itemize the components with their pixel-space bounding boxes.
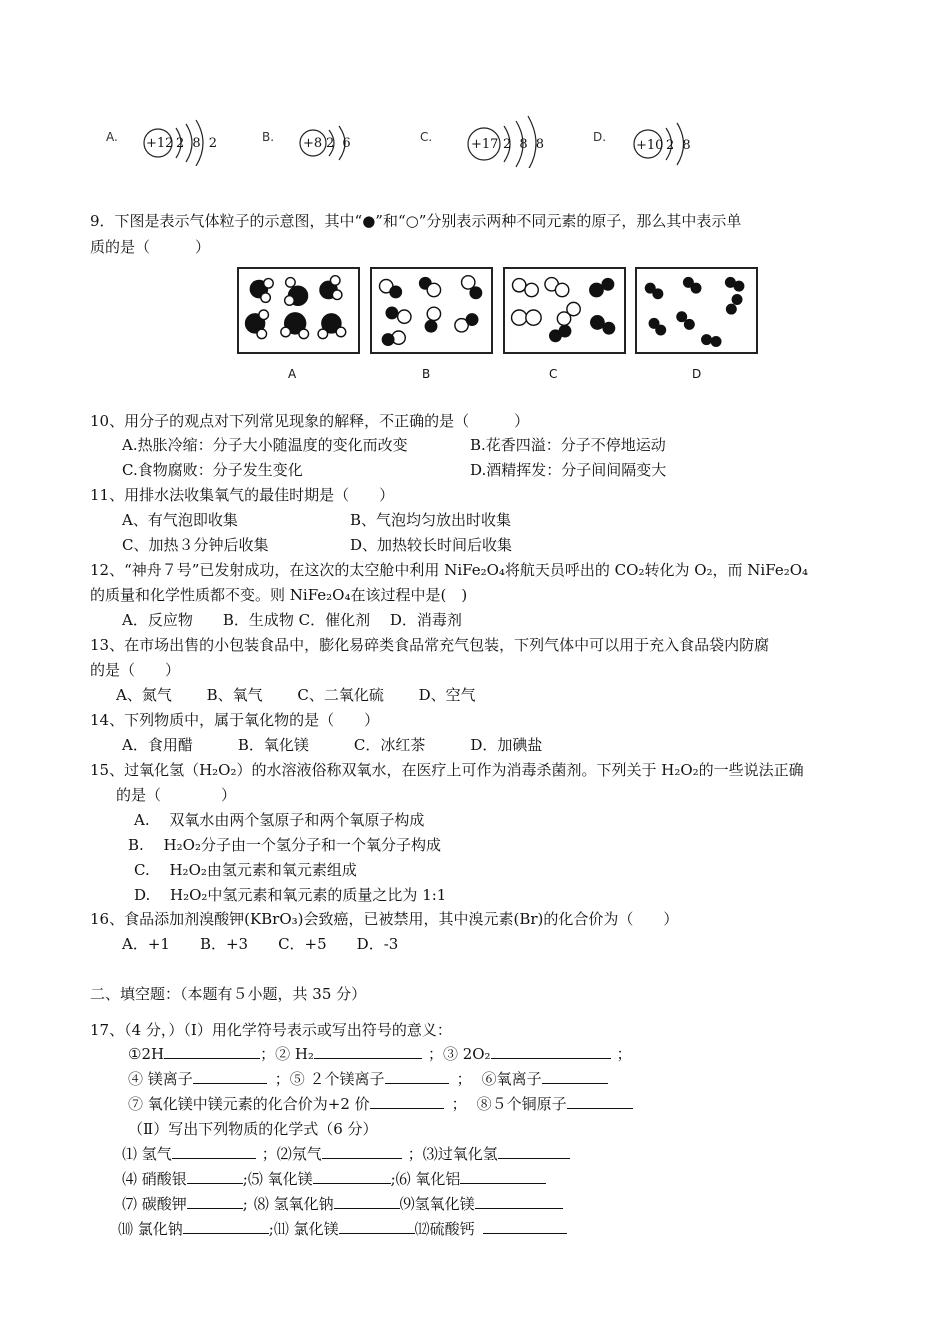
q9-stem-line2: 质的是（ ） (90, 238, 211, 256)
q17-item-6: ⑥氧离子 (481, 1070, 542, 1088)
q17-item-7: ⑦ 氧化镁中镁元素的化合价为+2 价 (128, 1095, 370, 1113)
particle-box-d (635, 267, 758, 354)
answer-blank[interactable] (172, 1144, 256, 1159)
q11-option-d: D、加热较长时间后收集 (350, 536, 513, 554)
q17-item-1: ①2H (128, 1045, 165, 1063)
answer-blank[interactable] (483, 1219, 567, 1234)
q13-stem-line2: 的是（ ） (90, 661, 181, 679)
q10-option-c: C.食物腐败：分子发生变化 (122, 461, 303, 479)
q12-stem-line1: 12、“神舟７号”已发射成功，在这次的太空舱中利用 NiFe₂O₄将航天员呼出的 CO₂转化为 O₂，而 NiFe₂O₄ (90, 561, 809, 579)
option-letter: C. (420, 130, 433, 144)
answer-blank[interactable] (313, 1169, 391, 1184)
answer-blank[interactable] (314, 1044, 422, 1059)
q16-options: A．+1 B．+3 C．+5 D．-3 (122, 935, 399, 953)
q17-formula-row-1 (122, 1143, 570, 1164)
diagram-label-b: B (422, 367, 431, 381)
formula-item: ;⑸ 氧化镁 (242, 1170, 313, 1188)
formula-item: ⑷ 硝酸银 (122, 1170, 187, 1188)
q12-options: A．反应物 B．生成物 C．催化剂 D．消毒剂 (122, 611, 462, 629)
q10-option-a: A.热胀冷缩：分子大小随温度的变化而改变 (122, 436, 408, 454)
q17-formula-row-2 (122, 1168, 546, 1189)
answer-blank[interactable] (164, 1044, 260, 1059)
q15-stem-line1: 15、过氧化氢（H₂O₂）的水溶液俗称双氧水，在医疗上可作为消毒杀菌剂。下列关于 H₂O₂的一些说法正确 (90, 761, 804, 779)
q14-options: A．食用醋 B．氧化镁 C．冰红茶 D．加碘盐 (122, 736, 543, 754)
q11-stem: 11、用排水法收集氧气的最佳时期是（ ） (90, 486, 395, 504)
electron-shells: 2 6 (326, 136, 353, 151)
q16-stem: 16、食品添加剂溴酸钾(KBrO₃)会致癌，已被禁用，其中溴元素(Br)的化合价为（ ） (90, 910, 679, 928)
option-letter: D. (593, 130, 607, 144)
formula-item: ⑽ 氯化钠 (118, 1220, 183, 1238)
q15-option-c: C. H₂O₂由氢元素和氧元素组成 (134, 861, 357, 879)
answer-blank[interactable] (334, 1194, 400, 1209)
q17-row-2 (128, 1068, 608, 1089)
q11-option-c: C、加热３分钟后收集 (122, 536, 269, 554)
electron-shells: 2 8 2 (176, 136, 220, 151)
answer-blank[interactable] (460, 1169, 546, 1184)
q17-sep: ； (451, 1095, 467, 1113)
formula-item: ；⑵氖气 (261, 1145, 322, 1163)
particle-box-b (370, 267, 493, 354)
answer-blank[interactable] (187, 1169, 243, 1184)
q15-stem-line2: 的是（ ） (116, 786, 237, 804)
q17-part2-heading: （Ⅱ）写出下列物质的化学式（6 分） (128, 1120, 378, 1138)
q17-stem: 17、（4 分，）（Ⅰ）用化学符号表示或写出符号的意义： (90, 1021, 452, 1039)
answer-blank[interactable] (491, 1044, 611, 1059)
q15-option-b: B. H₂O₂分子由一个氢分子和一个氧分子构成 (128, 836, 441, 854)
q17-sep: ； (456, 1070, 472, 1088)
particle-box-a (237, 267, 360, 354)
formula-item: ⑻ 氢氧化钠 (253, 1195, 334, 1213)
electron-shells: 2 8 (666, 138, 693, 153)
particle-box-c (503, 267, 626, 354)
formula-item: ⑴ 氢气 (122, 1145, 172, 1163)
q10-option-d: D.酒精挥发：分子间间隔变大 (470, 461, 667, 479)
q17-item-5: ；⑤ ２个镁离子 (274, 1070, 385, 1088)
diagram-label-a: A (288, 367, 297, 381)
q13-options: A、氮气 B、氧气 C、二氧化硫 D、空气 (116, 686, 476, 704)
q17-row-3 (128, 1093, 633, 1114)
answer-blank[interactable] (475, 1194, 563, 1209)
nucleus-charge: +8 (303, 136, 323, 151)
formula-item: ;⑾ 氯化镁 (268, 1220, 339, 1238)
answer-blank[interactable] (183, 1219, 269, 1234)
answer-blank[interactable] (370, 1094, 444, 1109)
q17-formula-row-4 (118, 1218, 567, 1239)
answer-blank[interactable] (187, 1194, 243, 1209)
answer-blank[interactable] (385, 1069, 449, 1084)
q17-row-1 (128, 1043, 632, 1064)
diagram-label-d: D (692, 367, 702, 381)
formula-item: ⑼氢氧化镁 (399, 1195, 475, 1213)
electron-shells: 2 8 8 (503, 137, 547, 152)
q9-stem-line1: 9．下图是表示气体粒子的示意图，其中“●”和“○”分别表示两种不同元素的原子，那么其中表示单 (90, 212, 742, 230)
q17-item-3: ；③ 2O₂ (427, 1045, 491, 1063)
nucleus-charge: +10 (636, 138, 664, 153)
q17-formula-row-3 (122, 1193, 563, 1214)
formula-item: ⑿硫酸钙 (414, 1220, 475, 1238)
formula-item: ;⑹ 氧化铝 (390, 1170, 461, 1188)
q17-item-8: ⑧５个铜原子 (476, 1095, 567, 1113)
section-heading-fill-in: 二、填空题：（本题有５小题，共 35 分） (90, 985, 367, 1003)
q11-option-a: A、有气泡即收集 (122, 511, 238, 529)
q13-stem-line1: 13、在市场出售的小包装食品中，膨化易碎类食品常充气包装，下列气体中可以用于充入食品袋内防腐 (90, 636, 770, 654)
answer-blank[interactable] (567, 1094, 633, 1109)
formula-item: ⑺ 碳酸钾 (122, 1195, 187, 1213)
q15-option-d: D. H₂O₂中氢元素和氧元素的质量之比为 1:1 (134, 886, 447, 904)
formula-item: ；⑶过氧化氢 (407, 1145, 498, 1163)
option-letter: B. (262, 130, 275, 144)
q10-stem: 10、用分子的观点对下列常见现象的解释，不正确的是（ ） (90, 412, 530, 430)
q10-option-b: B.花香四溢：分子不停地运动 (470, 436, 666, 454)
option-letter: A. (106, 130, 118, 144)
q14-stem: 14、下列物质中，属于氧化物的是（ ） (90, 711, 380, 729)
q17-item-4: ④ 镁离子 (128, 1070, 193, 1088)
answer-blank[interactable] (322, 1144, 402, 1159)
nucleus-charge: +17 (471, 137, 499, 152)
answer-blank[interactable] (498, 1144, 570, 1159)
diagram-label-c: C (549, 367, 558, 381)
q17-item-2: ；② H₂ (260, 1045, 314, 1063)
q11-option-b: B、气泡均匀放出时收集 (350, 511, 512, 529)
answer-blank[interactable] (339, 1219, 415, 1234)
answer-blank[interactable] (193, 1069, 267, 1084)
nucleus-charge: +12 (146, 136, 174, 151)
q12-stem-line2: 的质量和化学性质都不变。则 NiFe₂O₄在该过程中是( ) (90, 586, 468, 604)
q17-sep: ； (616, 1045, 632, 1063)
answer-blank[interactable] (542, 1069, 608, 1084)
q15-option-a: A. 双氧水由两个氢原子和两个氧原子构成 (134, 811, 425, 829)
formula-item: ; (242, 1195, 248, 1213)
